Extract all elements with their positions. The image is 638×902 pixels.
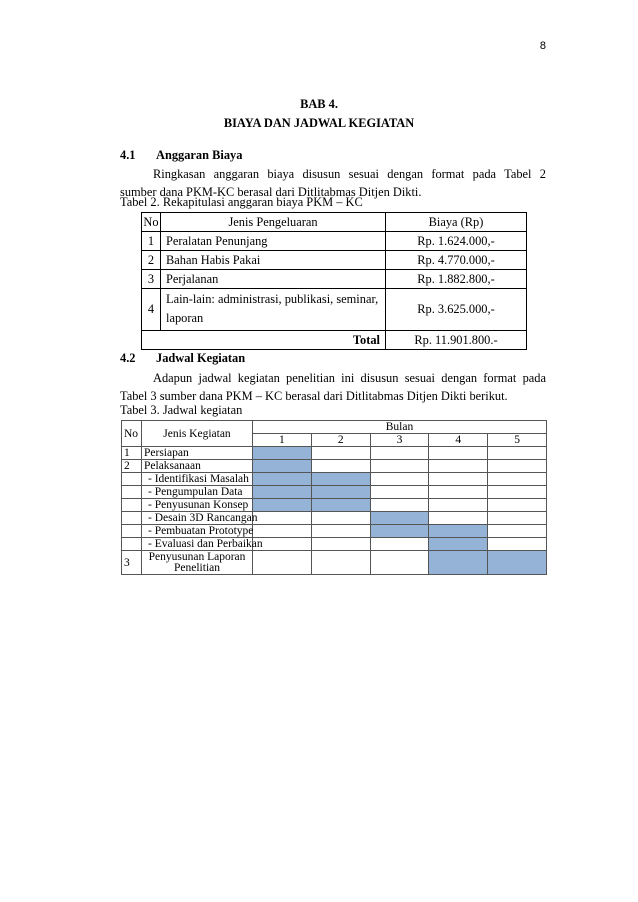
total-value: Rp. 11.901.800.- (386, 331, 527, 350)
header-no: No (142, 213, 161, 232)
schedule-cell-filled (311, 486, 370, 499)
schedule-cell-empty (488, 538, 547, 551)
paragraph-jadwal (120, 369, 546, 405)
section-heading-4-2 (120, 351, 245, 366)
schedule-cell-activity: - Desain 3D Rancangan (142, 512, 253, 525)
schedule-cell-empty (429, 499, 488, 512)
month-header: 2 (311, 434, 370, 447)
header-jenis: Jenis Pengeluaran (161, 213, 386, 232)
schedule-row (122, 486, 547, 499)
cell-jenis-line: laporan (166, 311, 204, 325)
schedule-cell-filled (253, 499, 312, 512)
table-row (142, 251, 527, 270)
schedule-cell-no (122, 499, 142, 512)
table-row (142, 232, 527, 251)
section-heading-4-1 (120, 148, 242, 163)
total-label: Total (142, 331, 386, 350)
schedule-cell-filled (370, 512, 429, 525)
schedule-cell-no: 2 (122, 460, 142, 473)
schedule-row (122, 551, 547, 575)
schedule-cell-activity: - Identifikasi Masalah (142, 473, 253, 486)
cell-no: 1 (142, 232, 161, 251)
schedule-cell-filled (253, 460, 312, 473)
schedule-cell-filled (253, 486, 312, 499)
header-jenis: Jenis Kegiatan (142, 421, 253, 447)
cell-biaya: Rp. 3.625.000,- (386, 289, 527, 331)
schedule-cell-empty (253, 512, 312, 525)
month-header: 4 (429, 434, 488, 447)
schedule-header-row (122, 421, 547, 434)
schedule-cell-empty (429, 447, 488, 460)
month-header: 1 (253, 434, 312, 447)
section-number: 4.1 (120, 148, 136, 162)
cell-biaya: Rp. 4.770.000,- (386, 251, 527, 270)
schedule-cell-no (122, 538, 142, 551)
table-3-caption: Tabel 3. Jadwal kegiatan (120, 403, 243, 417)
cell-no: 4 (142, 289, 161, 331)
schedule-cell-empty (429, 460, 488, 473)
chapter-number: BAB 4. (300, 97, 338, 111)
paragraph-line: sumber dana PKM-KC berasal dari Ditlitabmas Ditjen Dikti. (120, 185, 422, 199)
schedule-cell-activity: Pelaksanaan (142, 460, 253, 473)
cell-no: 2 (142, 251, 161, 270)
schedule-cell-empty (311, 525, 370, 538)
schedule-cell-empty (429, 473, 488, 486)
schedule-cell-filled (429, 551, 488, 575)
page-number: 8 (539, 40, 546, 52)
paragraph-line: Tabel 3 sumber dana PKM – KC berasal dari Ditlitabmas Ditjen Dikti berikut. (120, 389, 508, 403)
schedule-table (121, 420, 547, 575)
schedule-cell-empty (429, 512, 488, 525)
schedule-cell-empty (311, 538, 370, 551)
schedule-cell-activity (142, 551, 253, 575)
schedule-cell-no (122, 473, 142, 486)
schedule-cell-filled (429, 525, 488, 538)
schedule-cell-empty (370, 486, 429, 499)
schedule-cell-empty (429, 486, 488, 499)
schedule-row (122, 512, 547, 525)
cell-jenis: Perjalanan (161, 270, 386, 289)
paragraph-line: Adapun jadwal kegiatan penelitian ini disusun sesuai dengan format pada (153, 371, 546, 385)
schedule-cell-empty (488, 486, 547, 499)
cell-jenis (161, 289, 386, 331)
schedule-cell-no: 3 (122, 551, 142, 575)
schedule-row (122, 525, 547, 538)
table-row (142, 270, 527, 289)
schedule-cell-empty (488, 525, 547, 538)
cell-biaya: Rp. 1.624.000,- (386, 232, 527, 251)
cell-jenis: Bahan Habis Pakai (161, 251, 386, 270)
month-header: 3 (370, 434, 429, 447)
paragraph-line: Ringkasan anggaran biaya disusun sesuai dengan format pada Tabel 2 (153, 167, 546, 181)
schedule-cell-filled (311, 499, 370, 512)
header-no: No (122, 421, 142, 447)
schedule-cell-activity: - Pembuatan Prototype (142, 525, 253, 538)
schedule-cell-empty (311, 551, 370, 575)
section-title: Anggaran Biaya (156, 148, 243, 162)
activity-line: Penyusunan Laporan (148, 550, 246, 563)
schedule-row (122, 460, 547, 473)
schedule-cell-empty (253, 525, 312, 538)
schedule-cell-empty (370, 473, 429, 486)
chapter-title: BIAYA DAN JADWAL KEGIATAN (223, 116, 415, 130)
cell-jenis-line: Lain-lain: administrasi, publikasi, seminar, (166, 292, 379, 306)
budget-table (141, 212, 527, 350)
schedule-cell-filled (370, 525, 429, 538)
schedule-cell-empty (370, 447, 429, 460)
table-2-caption: Tabel 2. Rekapitulasi anggaran biaya PKM – KC (120, 195, 363, 209)
schedule-cell-empty (488, 447, 547, 460)
schedule-cell-no (122, 512, 142, 525)
schedule-cell-empty (488, 499, 547, 512)
section-number: 4.2 (120, 351, 136, 365)
schedule-cell-filled (311, 473, 370, 486)
schedule-cell-activity: - Evaluasi dan Perbaikan (142, 538, 253, 551)
schedule-cell-empty (370, 551, 429, 575)
schedule-cell-empty (488, 512, 547, 525)
table-row (142, 289, 527, 331)
schedule-cell-filled (253, 473, 312, 486)
schedule-cell-activity: Persiapan (142, 447, 253, 460)
schedule-cell-empty (370, 499, 429, 512)
schedule-cell-no: 1 (122, 447, 142, 460)
header-bulan: Bulan (253, 421, 547, 434)
schedule-cell-empty (253, 551, 312, 575)
schedule-cell-filled (488, 551, 547, 575)
cell-jenis: Peralatan Penunjang (161, 232, 386, 251)
schedule-cell-no (122, 486, 142, 499)
cell-no: 3 (142, 270, 161, 289)
schedule-row (122, 499, 547, 512)
activity-line: Penelitian (174, 561, 220, 574)
schedule-cell-filled (253, 447, 312, 460)
schedule-row (122, 538, 547, 551)
schedule-cell-empty (370, 460, 429, 473)
header-biaya: Biaya (Rp) (386, 213, 527, 232)
schedule-cell-empty (311, 447, 370, 460)
schedule-cell-filled (429, 538, 488, 551)
schedule-cell-activity: - Pengumpulan Data (142, 486, 253, 499)
section-title: Jadwal Kegiatan (156, 351, 246, 365)
month-header: 5 (488, 434, 547, 447)
total-row (142, 331, 527, 350)
schedule-cell-activity: - Penyusunan Konsep (142, 499, 253, 512)
schedule-row (122, 447, 547, 460)
cell-biaya: Rp. 1.882.800,- (386, 270, 527, 289)
schedule-cell-empty (488, 460, 547, 473)
schedule-cell-no (122, 525, 142, 538)
schedule-cell-empty (488, 473, 547, 486)
schedule-cell-empty (370, 538, 429, 551)
table-header-row (142, 213, 527, 232)
schedule-cell-empty (311, 512, 370, 525)
schedule-cell-empty (311, 460, 370, 473)
schedule-row (122, 473, 547, 486)
